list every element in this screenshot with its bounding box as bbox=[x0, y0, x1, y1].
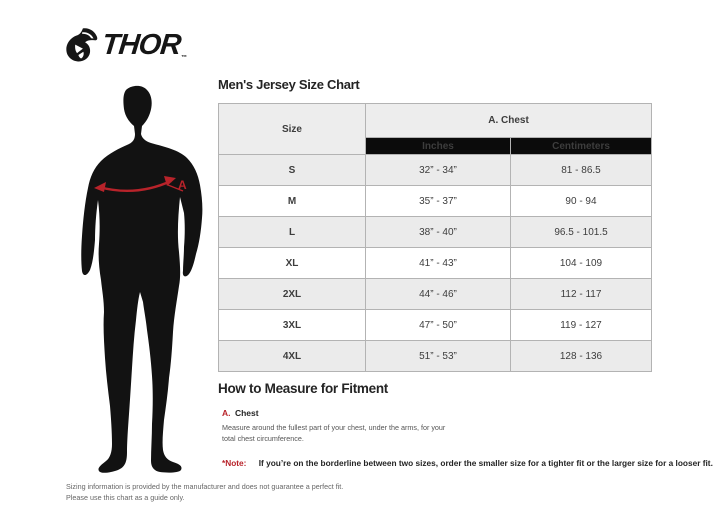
size-label: XL bbox=[219, 248, 366, 279]
column-header-chest: A. Chest bbox=[366, 104, 652, 138]
column-header-size: Size bbox=[219, 104, 366, 155]
table-header-row bbox=[219, 104, 652, 138]
inches-value: 35” - 37” bbox=[366, 186, 511, 217]
inches-value: 32” - 34” bbox=[366, 155, 511, 186]
table-row-s bbox=[219, 155, 652, 186]
table-row-3xl bbox=[219, 310, 652, 341]
note-text: If you’re on the borderline between two sizes, order the smaller size for a tighter fit or the larger size for a looser fit. bbox=[258, 458, 713, 468]
column-header-inches: Inches bbox=[366, 138, 511, 155]
table-row-m bbox=[219, 186, 652, 217]
measure-item-key: A. bbox=[222, 408, 231, 418]
chest-measure-label: A bbox=[178, 178, 187, 192]
column-header-centimeters: Centimeters bbox=[511, 138, 652, 155]
trademark-symbol: ™ bbox=[181, 55, 188, 61]
table-row-l bbox=[219, 217, 652, 248]
thor-logo-wordmark: THOR bbox=[100, 29, 182, 61]
cm-value: 96.5 - 101.5 bbox=[511, 217, 652, 248]
inches-value: 38” - 40” bbox=[366, 217, 511, 248]
size-label: 3XL bbox=[219, 310, 366, 341]
inches-value: 44” - 46” bbox=[366, 279, 511, 310]
size-label: 4XL bbox=[219, 341, 366, 372]
cm-value: 90 - 94 bbox=[511, 186, 652, 217]
thor-goat-icon bbox=[64, 27, 100, 64]
disclaimer-line-2: Please use this chart as a guide only. bbox=[66, 493, 185, 503]
table-row-2xl bbox=[219, 279, 652, 310]
measure-item-title bbox=[222, 403, 457, 421]
cm-value: 128 - 136 bbox=[511, 341, 652, 372]
size-label: L bbox=[219, 217, 366, 248]
measure-item-chest bbox=[222, 403, 457, 445]
manufacturer-disclaimer bbox=[66, 481, 343, 503]
cm-value: 119 - 127 bbox=[511, 310, 652, 341]
inches-value: 51” - 53” bbox=[366, 341, 511, 372]
size-label: 2XL bbox=[219, 279, 366, 310]
measure-item-description: Measure around the fullest part of your chest, under the arms, for your total chest circumference. bbox=[222, 423, 446, 443]
cm-value: 81 - 86.5 bbox=[511, 155, 652, 186]
size-chart-title: Men's Jersey Size Chart bbox=[218, 77, 360, 92]
male-silhouette-figure bbox=[52, 84, 227, 476]
male-silhouette-icon bbox=[52, 84, 227, 476]
inches-value: 41” - 43” bbox=[366, 248, 511, 279]
table-row-4xl bbox=[219, 341, 652, 372]
sizing-note bbox=[222, 458, 720, 468]
cm-value: 104 - 109 bbox=[511, 248, 652, 279]
table-row-xl bbox=[219, 248, 652, 279]
size-label: M bbox=[219, 186, 366, 217]
size-chart-table bbox=[218, 103, 652, 372]
cm-value: 112 - 117 bbox=[511, 279, 652, 310]
size-label: S bbox=[219, 155, 366, 186]
disclaimer-line-1: Sizing information is provided by the manufacturer and does not guarantee a perfect fit. bbox=[66, 482, 344, 491]
measure-section-heading: How to Measure for Fitment bbox=[218, 381, 388, 396]
thor-logo bbox=[64, 27, 187, 64]
inches-value: 47” - 50” bbox=[366, 310, 511, 341]
measure-item-name: Chest bbox=[234, 408, 259, 418]
note-label: *Note: bbox=[222, 458, 247, 468]
